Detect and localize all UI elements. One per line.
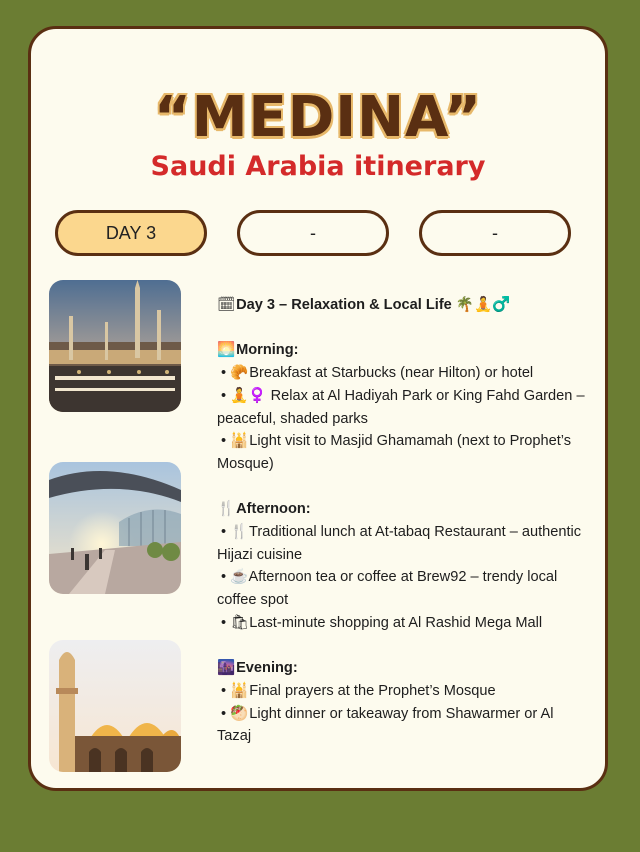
list-item: • ☕ Afternoon tea or coffee at Brew92 – trendy local coffee spot [217,566,589,611]
tab-empty-1[interactable]: - [237,210,389,256]
meditate-icon: 🧘♀️ [230,387,267,404]
morning-heading: 🌅 Morning: [217,339,589,362]
itinerary-text [217,294,589,748]
coffee-icon: ☕ [230,569,249,586]
list-item: • 🧘♀️ Relax at Al Hadiyah Park or King Fahd Garden – peaceful, shaded parks [217,387,585,427]
day-heading: 🗓 Day 3 – Relaxation & Local Life 🌴🧘♂️ [217,294,589,317]
cutlery-icon: 🍴 [230,524,249,540]
cutlery-icon: 🍴 [217,501,236,518]
list-item: • 🥙 Light dinner or takeaway from Shawarmer or Al Tazaj [217,703,589,748]
station-photo [49,462,181,594]
sunrise-icon: 🌅 [217,342,236,359]
list-item: • 🕌 Light visit to Masjid Ghamamah (next to Prophet’s Mosque) [217,430,589,475]
night-city-icon: 🌆 [217,660,236,677]
mosque-icon: 🕌 [230,433,249,450]
list-item: • 🍴 Traditional lunch at At-tabaq Restaurant – authentic Hijazi cuisine [217,521,589,566]
tab-day-3[interactable]: DAY 3 [55,210,207,256]
list-item: • 🕌 Final prayers at the Prophet’s Mosque [217,680,589,703]
calendar-icon: 🗓 [217,297,236,313]
domes-photo [49,640,181,772]
evening-heading: 🌆 Evening: [217,657,589,680]
bowl-icon: 🥙 [230,705,249,722]
palm-meditate-icon: 🌴🧘♂️ [455,297,511,313]
mosque-photo [49,280,181,412]
list-item: • 🛍 Last-minute shopping at Al Rashid Mega Mall [217,612,589,635]
itinerary-card [28,26,608,791]
page-subtitle: Saudi Arabia itinerary [150,151,486,182]
list-item: • 🥐 Breakfast at Starbucks (near Hilton) or hotel [217,362,589,385]
page-title: “MEDINA” [154,85,482,150]
mosque-icon: 🕌 [230,682,249,699]
tab-empty-2[interactable]: - [419,210,571,256]
croissant-icon: 🥐 [230,365,249,382]
shopping-icon: 🛍 [230,614,249,631]
afternoon-heading: 🍴 Afternoon: [217,498,589,521]
